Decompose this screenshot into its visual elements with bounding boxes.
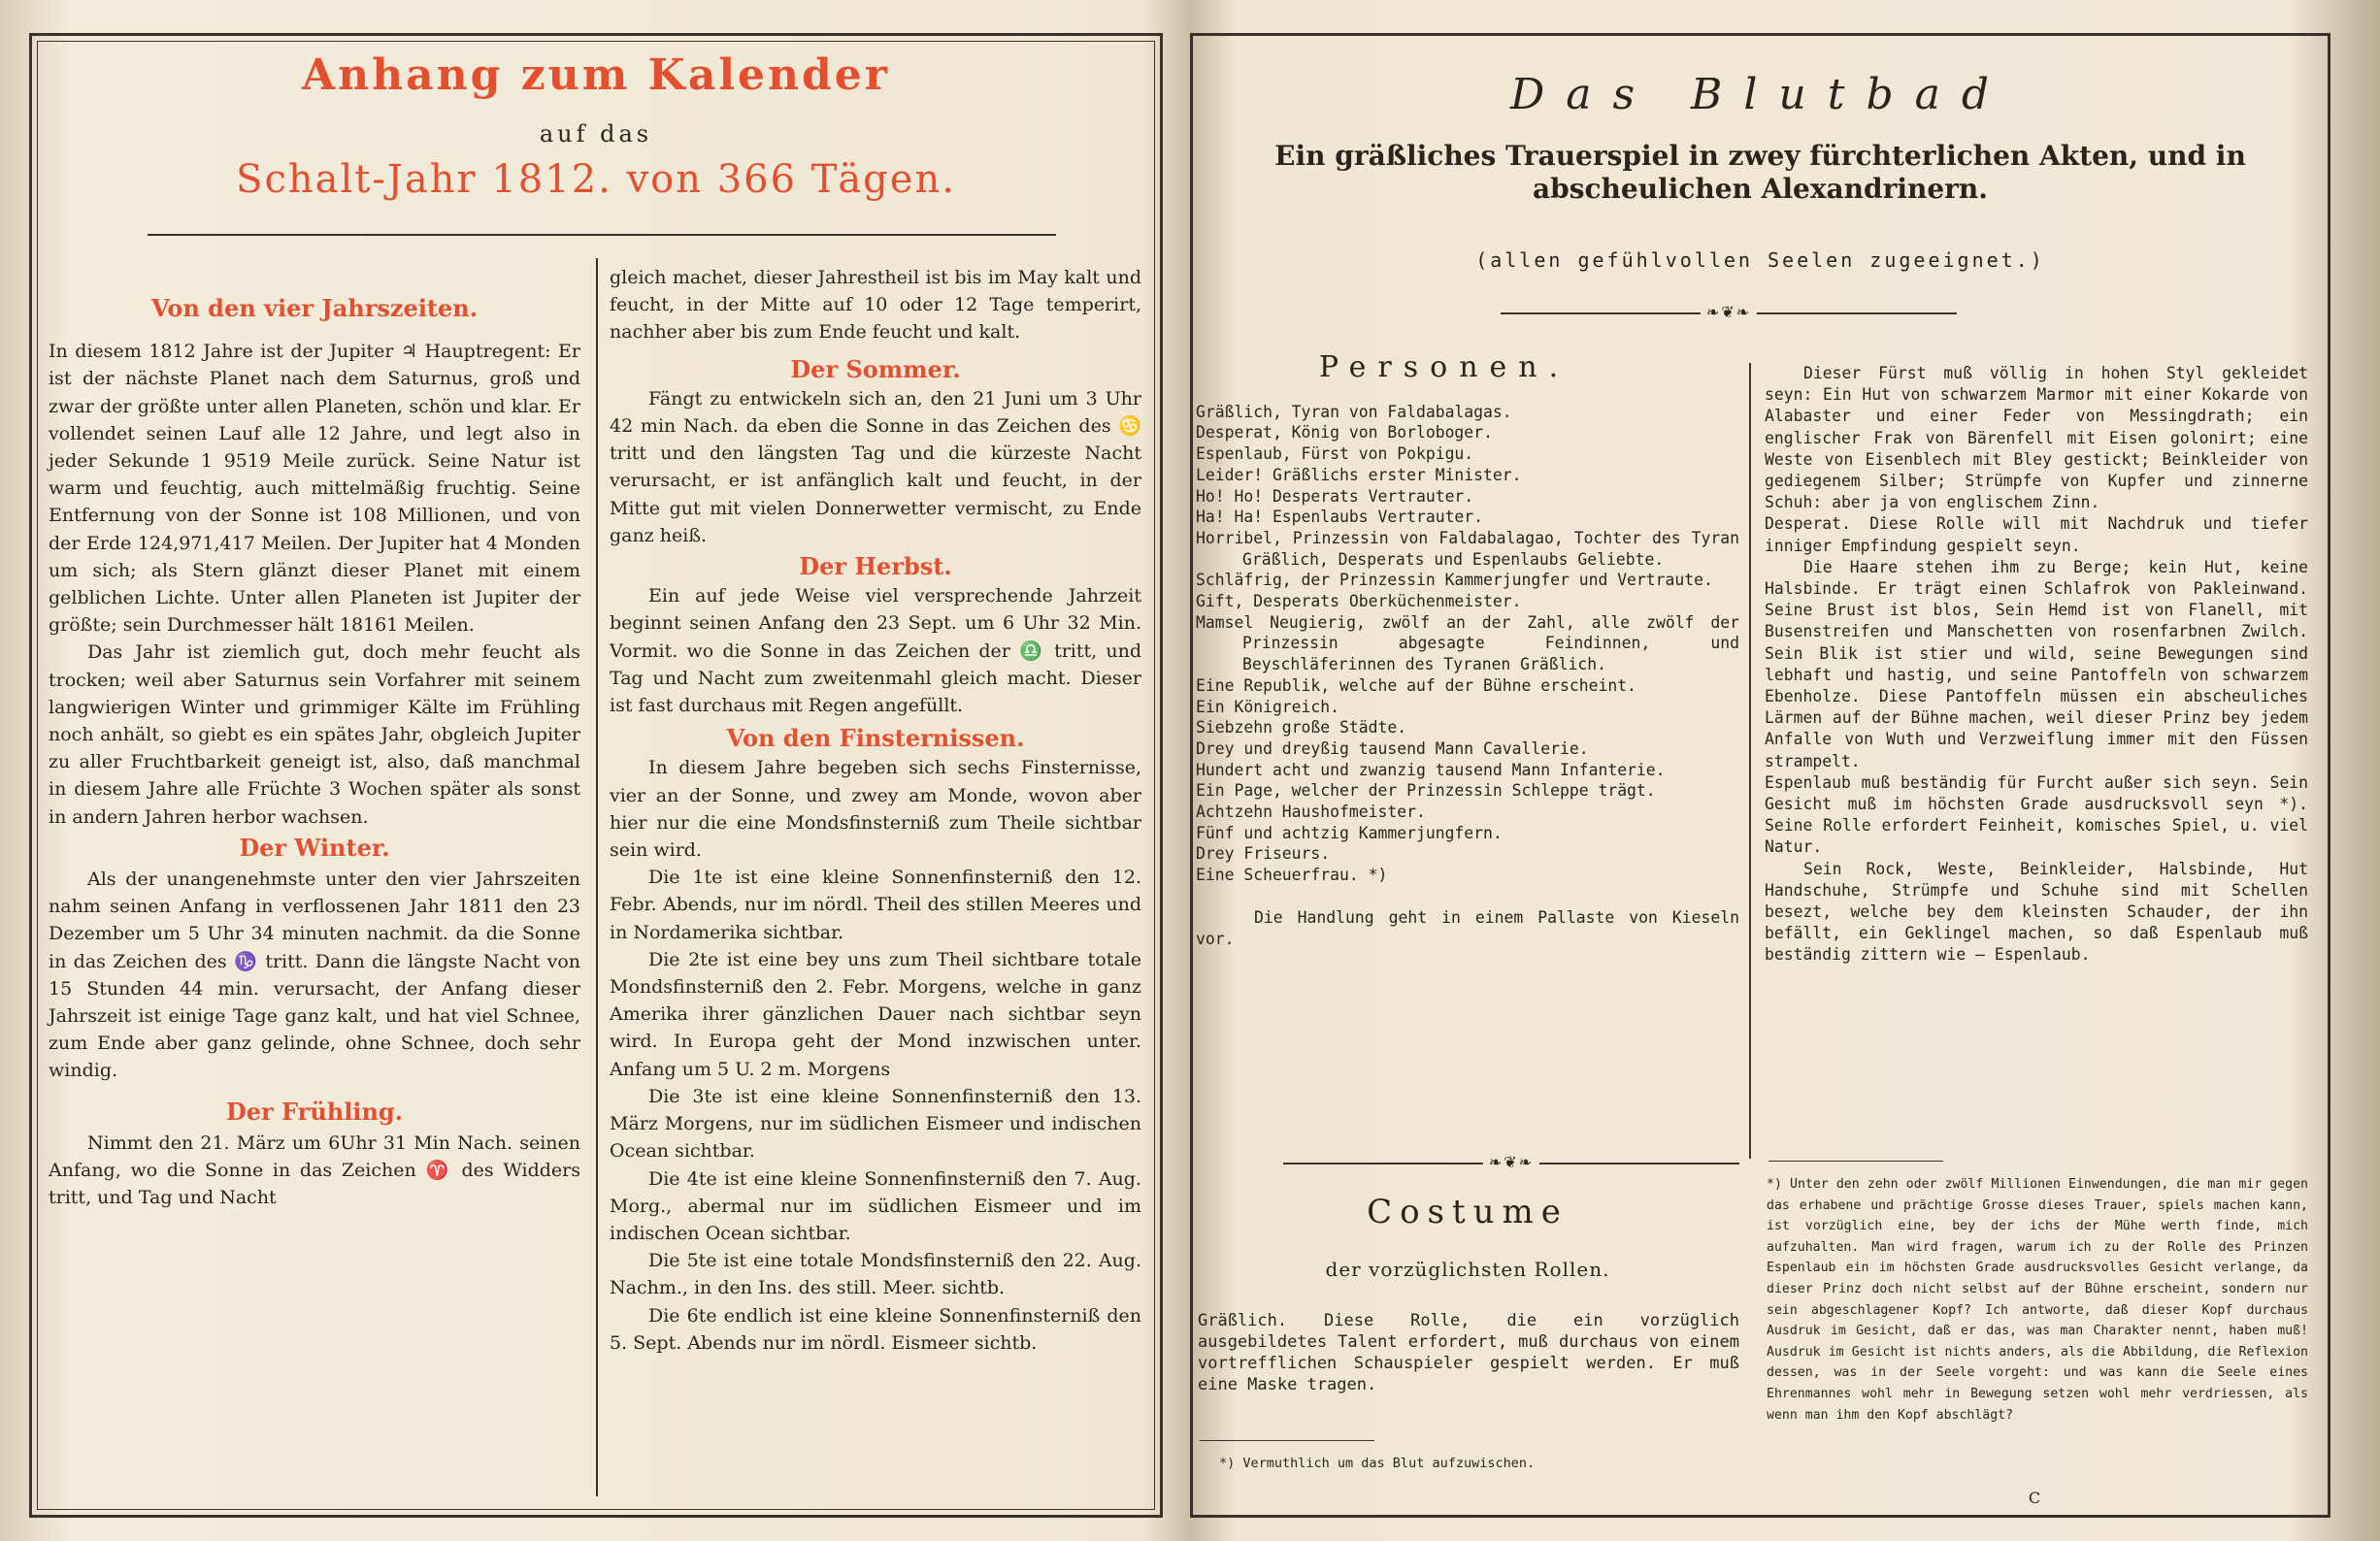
left-column-1: [49, 295, 580, 1212]
footnote-rule-right: [1768, 1161, 1943, 1162]
left-column-2: [610, 264, 1141, 1357]
cast-entry: Siebzehn große Städte.: [1196, 718, 1407, 738]
paragraph-spring-cont: gleich machet, dieser Jahrestheil ist bis im May kalt und feucht, in der Mitte auf 10 oder 12 Tage temperirt, nachher aber bis zum Ende feucht und kalt.: [610, 267, 1141, 344]
heading-autumn: Der Herbst.: [799, 552, 952, 581]
heading-seasons: Von den vier Jahrszeiten.: [150, 294, 479, 322]
footnote-right-text: *) Unter den zehn oder zwölf Millionen Einwendungen, die man mir gegen das erhabene und prächtige Grosse dieses Trauer, spiels machen kann, ist vorzüglich eine, bey der ichs der Mühe werth finde, mich aufzuhalten. Man wird fragen, warum ich zu der Rolle des Prinzen Espenlaub ein im höchsten Grade ausdrucksvolles Gesicht verlange, da dieser Prinz doch nicht selbst auf der Bühne erscheint, sondern nur sein abgeschlagener Kopf? Ich antworte, daß dieser Kopf durchaus Ausdruk im Gesicht, daß er das, was man Charakter nennt, haben muß! Ausdruk im Gesicht ist nichts anders, als die Abbildung, die Reflexion dessen, was in der Seele vorgeht: und was kann die Seele eines Ehrenmannes wohl mehr in Bewegung setzen wohl mehr verdriessen, als wenn man ihm den Kopf abschlägt?: [1767, 1177, 2308, 1423]
signature-mark: C: [2028, 1489, 2041, 1507]
paragraph-desperat-costume: Die Haare stehen ihm zu Berge; kein Hut, keine Halsbinde. Er trägt einen Schlafrok von Pakleinwand. Seine Brust ist blos, Sein Hemd ist von Flanell, mit Busenstreifen und Manschetten von rosenfarbnen Zwilch. Sein Blik ist stier und wild, seine Bewegungen sind lebhaft und hastig, und seine Pantoffeln von schwarzem Ebenholze. Diese Pantoffeln müssen ein abscheuliches Lärmen auf der Bühne machen, weil dieser Prinz bey jedem Anfalle von Wuth und Verzweiflung immer mit den Füssen strampelt.: [1765, 557, 2308, 770]
paragraph-jupiter: In diesem 1812 Jahre ist der Jupiter ♃ Hauptregent: Er ist der nächste Planet nach dem Saturnus, groß und zwar der größte unter allen Planeten, schön und klar. Er vollendet seinen Lauf alle 12 Jahre, und legt also in jeder Sekunde 1 9519 Meile zurück. Seine Natur ist warm und feuchtig, auch mittelmäßig fruchtig. Seine Entfernung von der Sonne ist 108 Millionen, und von der Erde 124,971,417 Meilen. Der Jupiter hat 4 Monden um sich; als Stern glänzt dieser Planet mit einem gelblichen Lichte. Unter allen Planeten ist Jupiter der größte; sein Durchmesser hält 18161 Meilen.: [49, 341, 580, 637]
cast-list: [1196, 350, 1739, 949]
cast-entry: Achtzehn Haushofmeister.: [1196, 803, 1426, 822]
costume-subheading: der vorzüglichsten Rollen.: [1325, 1258, 1610, 1281]
cast-entry: Hundert acht und zwanzig tausend Mann Infanterie.: [1196, 760, 1666, 779]
cast-entry: Espenlaub, Fürst von Pokpigu.: [1196, 444, 1474, 464]
paragraph-winter: Als der unangenehmste unter den vier Jahrszeiten nahm seinen Anfang in verflossenen Jahr 1811 den 23 Dezember um 5 Uhr 34 minuten nachmit. da die Sonne in das Zeichen des ♑ tritt. Dann die längste Nacht von 15 Stunden 44 min. verursacht, der Anfang dieser Jahrszeit ist einige Tage ganz kalt, und hat viel Schnee, zum Ende aber ganz gelinde, ohne Schnee, doch sehr windig.: [49, 869, 580, 1082]
paragraph-eclipse-2: Die 2te ist eine bey uns zum Theil sichtbare totale Mondsfinsterniß den 2. Febr. Morgens, welche in ganz Amerika ihrer gänzlichen Dauer nach sichtbar seyn wird. In Europa geht der Mond inzwischen unter. Anfang um 5 U. 2 m. Morgens: [610, 948, 1141, 1080]
cast-entry: Ein Königreich.: [1196, 697, 1340, 716]
cast-entry: Drey und dreyßig tausend Mann Cavallerie.: [1196, 738, 1589, 758]
cast-entry: Horribel, Prinzessin von Faldabalagao, Tochter des Tyran Gräßlich, Desperats und Espenlaubs Geliebte.: [1196, 528, 1739, 569]
column-divider: [1749, 363, 1751, 1159]
leap-year-line: Schalt-Jahr 1812. von 366 Tägen.: [236, 157, 956, 202]
paragraph-spring: Nimmt den 21. März um 6Uhr 31 Min Nach. seinen Anfang, wo die Sonne in das Zeichen ♈ des Widders tritt, und Tag und Nacht: [49, 1131, 580, 1209]
header-rule: [148, 234, 1056, 236]
paragraph-eclipses-intro: In diesem Jahre begeben sich sechs Finsternisse, vier an der Sonne, und zwey am Monde, wovon aber hier nur die eine Mondsfinsterniß zum Theile sichtbar sein wird.: [610, 757, 1141, 862]
calendar-title: Anhang zum Kalender: [302, 50, 890, 100]
paragraph-autumn: Ein auf jede Weise viel versprechende Jahrzeit beginnt seinen Anfang den 23 Sept. um 6 Uhr 32 Min. Vormit. wo die Sonne in das Zeichen der ♎ tritt, und Tag und Nacht zum zweitenmahl gleich macht. Dieser ist fast durchaus mit Regen angefüllt.: [610, 585, 1141, 717]
left-page: [29, 33, 1163, 1518]
footnote-right: [1767, 1174, 2308, 1426]
footnote-left: *) Vermuthlich um das Blut aufzuwischen.: [1219, 1456, 1536, 1471]
cast-entry: Schläfrig, der Prinzessin Kammerjungfer und Vertraute.: [1196, 571, 1713, 590]
ornament-rule-top: ❧❦❧: [1501, 309, 1957, 318]
cast-entry: Mamsel Neugierig, zwölf an der Zahl, alle zwölf der Prinzessin abgesagte Feindinnen, und Beyschläferinnen des Tyranen Gräßlich.: [1196, 612, 1739, 674]
paragraph-eclipse-1: Die 1te ist eine kleine Sonnenfinsterniß den 12. Febr. Abends, nur im nördl. Theil des stillen Meeres und in Nordamerika sichtbar.: [610, 867, 1141, 943]
footnote-rule-left: [1200, 1440, 1374, 1441]
heading-persons: Personen.: [1318, 350, 1570, 384]
costume-heading: Costume: [1367, 1193, 1569, 1231]
paragraph-espenlaub-costume: Sein Rock, Weste, Beinkleider, Halsbinde, Hut Handschuhe, Strümpfe und Schuhe sind mit Schellen besezt, welche bey dem kleinsten Schauder, der ihn befällt, ein Geklingel machen, so daß Espenlaub muß beständig zittern wie — Espenlaub.: [1765, 859, 2308, 965]
heading-eclipses: Von den Finsternissen.: [726, 724, 1025, 753]
column-divider: [596, 258, 598, 1496]
ornament-rule-middle: ❧❦❧: [1283, 1159, 1739, 1168]
cast-entry: Eine Republik, welche auf der Bühne erscheint.: [1196, 675, 1636, 695]
cast-entry: Drey Friseurs.: [1196, 844, 1331, 864]
cast-entry: Ho! Ho! Desperats Vertrauter.: [1196, 486, 1474, 506]
play-subtitle: Ein gräßliches Trauerspiel in zwey fürchterlichen Akten, und in abscheulichen Alexandrinern.: [1274, 140, 2246, 205]
paragraph-summer: Fängt zu entwickeln sich an, den 21 Juni um 3 Uhr 42 min Nach. da eben die Sonne in das Zeichen des ♋ tritt und den längsten Tag und die kürzeste Nacht verursacht, er ist anfänglich kalt und feucht, in der Mitte gut mit vielen Donnerwetter vermischt, zu Ende ganz heiß.: [610, 387, 1141, 546]
cast-entry: Fünf und achtzig Kammerjungfern.: [1196, 823, 1503, 842]
cast-entry: Gift, Desperats Oberküchenmeister.: [1196, 592, 1522, 611]
cast-entries: [1196, 402, 1739, 886]
setting-line: Die Handlung geht in einem Pallaste von Kieseln vor.: [1196, 907, 1739, 948]
play-title: Das Blutbad: [1509, 70, 2011, 119]
costume-paragraph-grasslich: Gräßlich. Diese Rolle, die ein vorzüglich ausgebildetes Talent erfordert, muß durchaus von einem vortrefflichen Schauspieler gespielt werden. Er muß eine Maske tragen.: [1198, 1311, 1739, 1394]
paragraph-eclipse-3: Die 3te ist eine kleine Sonnenfinsterniß den 13. März Morgens, nur im südlichen Eismeer und indischen Ocean sichtbar.: [610, 1085, 1141, 1163]
costume-grasslich: [1198, 1310, 1739, 1395]
calendar-subtitle: auf das: [539, 120, 653, 148]
paragraph-espenlaub: Espenlaub muß beständig für Furcht außer sich seyn. Sein Gesicht muß im höchsten Grade ausdrucksvoll seyn *). Seine Rolle erfordert Feinheit, komisches Spiel, u. viel Natur.: [1765, 772, 2308, 857]
play-dedication: (allen gefühlvollen Seelen zugeeignet.): [1475, 248, 2045, 272]
cast-entry: Leider! Gräßlichs erster Minister.: [1196, 465, 1522, 484]
right-column-2: [1765, 363, 2308, 967]
cast-entry: Eine Scheuerfrau. *): [1196, 866, 1388, 885]
cast-entry: Desperat, König von Borloboger.: [1196, 423, 1493, 443]
heading-winter: Der Winter.: [239, 833, 390, 862]
paragraph-eclipse-6: Die 6te endlich ist eine kleine Sonnenfinsterniß den 5. Sept. Abends nur im nördl. Eismeer sichtb.: [610, 1304, 1141, 1354]
paragraph-grasslich-costume: Dieser Fürst muß völlig in hohen Styl gekleidet seyn: Ein Hut von schwarzem Marmor mit einer Kokarde von Alabaster und einer Feder von Messingdrath; ein englischer Frak von Bärenfell mit Eisen golonirt; eine Weste von Eisenblech mit Bley gestickt; Beinkleider von gediegenem Silber; Strümpfe von Kupfer und zinnerne Schuh: aber ja von englischem Zinn.: [1765, 364, 2308, 512]
paragraph-desperat: Desperat. Diese Rolle will mit Nachdruk und tiefer inniger Empfindung gespielt seyn.: [1765, 514, 2308, 555]
paragraph-eclipse-5: Die 5te ist eine totale Mondsfinsterniß den 22. Aug. Nachm., in den Ins. des still. Meer. sichtb.: [610, 1250, 1141, 1299]
cast-entry: Gräßlich, Tyran von Faldabalagas.: [1196, 402, 1512, 421]
heading-spring: Der Frühling.: [225, 1097, 404, 1126]
paragraph-eclipse-4: Die 4te ist eine kleine Sonnenfinsterniß den 7. Aug. Morg., abermal nur im südlichen Eismeer und im indischen Ocean sichtbar.: [610, 1167, 1141, 1244]
heading-summer: Der Sommer.: [790, 354, 961, 383]
cast-entry: Ha! Ha! Espenlaubs Vertrauter.: [1196, 508, 1484, 527]
right-page: [1190, 33, 2330, 1518]
paragraph-year: Das Jahr ist ziemlich gut, doch mehr feucht als trocken; weil aber Saturnus sein Vorfahrer mit seinem langwierigen Winter und grimmiger Kälte im Frühling noch anhält, so giebt es ein spätes Jahr, obgleich Jupiter zu aller Fruchtbarkeit geneigt ist, also, daß manchmal in diesem Jahre alle Früchte 3 Wochen später als sonst in andern Jahren herbor wachsen.: [49, 641, 580, 828]
cast-entry: Ein Page, welcher der Prinzessin Schleppe trägt.: [1196, 781, 1656, 801]
